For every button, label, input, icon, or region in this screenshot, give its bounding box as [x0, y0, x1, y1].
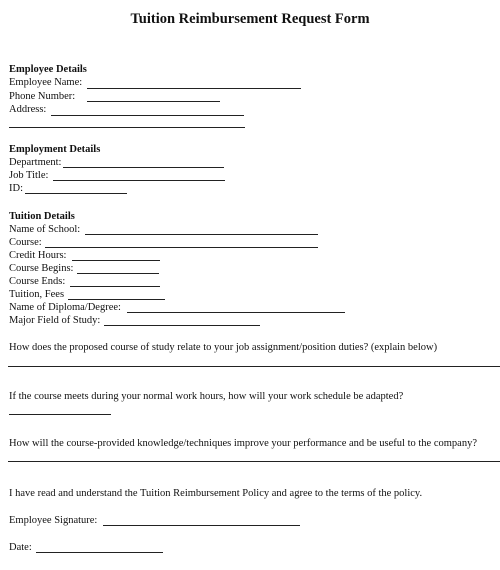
employee-name-label: Employee Name: — [9, 77, 83, 88]
tuition-fees-field[interactable] — [68, 299, 165, 300]
id-field[interactable] — [25, 193, 127, 194]
diploma-degree-field[interactable] — [127, 312, 345, 313]
tuition-fees-label: Tuition, Fees — [9, 289, 65, 300]
job-title-field[interactable] — [53, 180, 225, 181]
relate-answer-field[interactable] — [8, 366, 500, 367]
date-field[interactable] — [36, 552, 163, 553]
major-field-label: Major Field of Study: — [9, 315, 101, 326]
phone-number-field[interactable] — [87, 101, 220, 102]
address-label: Address: — [9, 104, 47, 115]
id-label: ID: — [9, 183, 23, 194]
address-field[interactable] — [51, 115, 244, 116]
improve-answer-field[interactable] — [8, 461, 500, 462]
employee-name-field[interactable] — [87, 88, 301, 89]
policy-agreement-statement: I have read and understand the Tuition Reimbursement Policy and agree to the terms of the policy. — [9, 488, 423, 499]
address-field-line-2[interactable] — [9, 127, 245, 128]
diploma-degree-label: Name of Diploma/Degree: — [9, 302, 121, 313]
employment-details-heading: Employment Details — [9, 144, 101, 155]
job-title-label: Job Title: — [9, 170, 49, 181]
course-ends-field[interactable] — [70, 286, 160, 287]
schedule-answer-field[interactable] — [9, 414, 111, 415]
department-label: Department: — [9, 157, 62, 168]
credit-hours-field[interactable] — [72, 260, 160, 261]
employee-signature-label: Employee Signature: — [9, 515, 98, 526]
relate-question: How does the proposed course of study relate to your job assignment/position duties? (explain below) — [9, 342, 438, 353]
course-begins-label: Course Begins: — [9, 263, 74, 274]
course-field[interactable] — [45, 247, 318, 248]
date-label: Date: — [9, 542, 32, 553]
department-field[interactable] — [63, 167, 224, 168]
employee-signature-field[interactable] — [103, 525, 300, 526]
school-name-field[interactable] — [85, 234, 318, 235]
major-field-field[interactable] — [104, 325, 260, 326]
course-label: Course: — [9, 237, 42, 248]
course-begins-field[interactable] — [77, 273, 159, 274]
improve-question: How will the course-provided knowledge/techniques improve your performance and be useful to the company? — [9, 438, 477, 449]
schedule-question: If the course meets during your normal work hours, how will your work schedule be adapted? — [9, 391, 404, 402]
credit-hours-label: Credit Hours: — [9, 250, 67, 261]
form-title: Tuition Reimbursement Request Form — [130, 11, 370, 27]
phone-number-label: Phone Number: — [9, 91, 76, 102]
school-name-label: Name of School: — [9, 224, 81, 235]
employee-details-heading: Employee Details — [9, 64, 87, 75]
course-ends-label: Course Ends: — [9, 276, 66, 287]
tuition-details-heading: Tuition Details — [9, 211, 75, 222]
